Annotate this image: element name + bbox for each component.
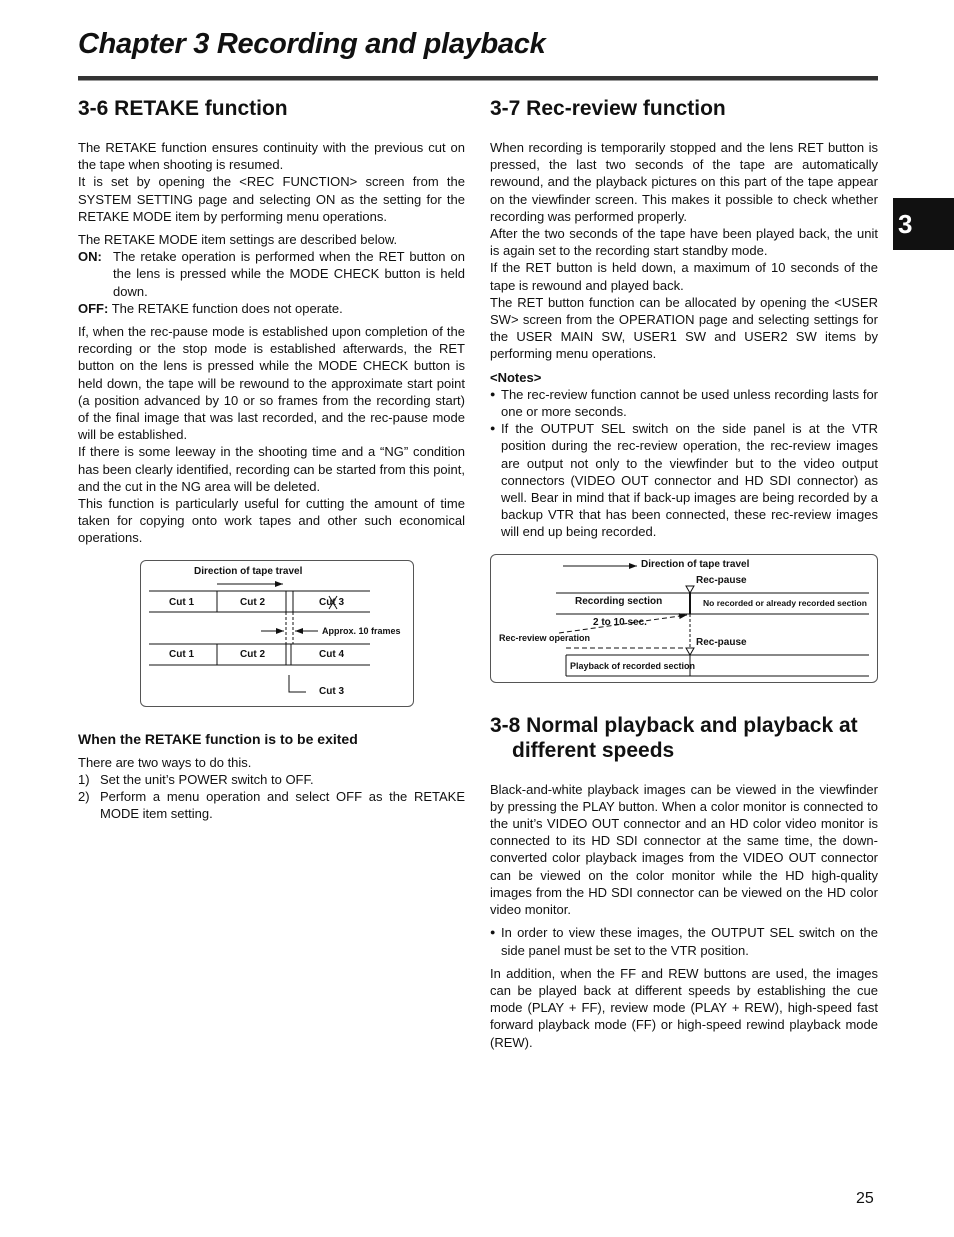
page-number: 25 <box>856 1190 874 1207</box>
recording-section-label: Recording section <box>575 595 663 607</box>
bullet-icon: ● <box>490 388 496 399</box>
note-text: If the OUTPUT SEL switch on the side panel is at the VTR position during the rec-review operation, the rec-review images are output not only to the viewfinder but to the video output connectors (VIDEO OUT connector and HD SDI connector) as well. Bear in mind that if back-up images are being recorded by a backup VTR that has been connected, these rec-review images will end up being recorded. <box>501 421 878 540</box>
rec-review-diagram <box>490 554 878 683</box>
note-item <box>490 420 878 540</box>
paragraph: The RETAKE MODE item settings are described below. <box>78 232 398 248</box>
paragraph: If the RET button is held down, a maximum of 10 seconds of the tape is rewound and played back. <box>490 260 878 293</box>
paragraph: The RET button function can be allocated by opening the <USER SW> screen from the OPERATION page and selecting settings for the USER MAIN SW, USER1 SW and USER2 SW items by performing menu operations. <box>490 294 878 362</box>
cut-label: Cut 3 <box>319 596 344 608</box>
heading-line: different speeds <box>512 738 675 762</box>
diagram-direction-label: Direction of tape travel <box>194 565 303 577</box>
cut-label: Cut 1 <box>169 648 194 660</box>
chapter-tab: 3 <box>893 198 954 250</box>
paragraph: After the two seconds of the tape have been played back, the unit is again set to the recording start standby mode. <box>490 226 878 259</box>
right-column <box>490 96 878 1051</box>
note-text: In order to view these images, the OUTPUT SEL switch on the side panel must be set to the VTR position. <box>501 925 878 958</box>
playback-section-label: Playback of recorded section <box>570 660 696 671</box>
paragraph: When recording is temporarily stopped and the lens RET button is pressed, the last two seconds of the tape are automatically rewound, and the playback pictures on this part of the tape appear on the viewfinder screen. This makes it possible to check whether recording was performed properly. <box>490 140 878 224</box>
duration-label: 2 to 10 sec. <box>593 616 647 628</box>
list-item <box>78 788 465 822</box>
notes-heading: <Notes> <box>490 369 542 385</box>
list-item <box>78 771 465 788</box>
bullet-icon: ● <box>490 927 496 938</box>
section-heading-3-8 <box>490 713 878 763</box>
list-text: Set the unit’s POWER switch to OFF. <box>100 772 314 788</box>
list-number: 2) <box>78 789 90 805</box>
rec-pause-label: Rec-pause <box>696 574 747 586</box>
setting-term: ON: <box>78 249 102 265</box>
cut-label: Cut 2 <box>240 596 265 608</box>
no-recorded-section-label: No recorded or already recorded section <box>703 597 867 608</box>
setting-on <box>78 248 465 300</box>
setting-description: The retake operation is performed when the RET button on the lens is pressed while the MODE CHECK button is held down. <box>113 249 465 299</box>
paragraph: There are two ways to do this. <box>78 754 252 770</box>
bullet-icon: ● <box>490 423 496 434</box>
paragraph: Black-and-white playback images can be viewed in the viewfinder by pressing the PLAY button. When a color monitor is connected to the unit’s VIDEO OUT connector and an HD color video monitor is connected to its HD SDI connector at the same time, the down-converted color playback images from the VIDEO OUT connector can be viewed on the color monitor while the HD high-quality images from the HD SDI connector can be viewed on the HD color video monitor. <box>490 781 878 918</box>
section-heading-3-7: 3-7 Rec-review function <box>490 97 726 120</box>
approx-frames-label: Approx. 10 frames <box>322 625 401 636</box>
cut-label: Cut 2 <box>240 648 265 660</box>
paragraph: This function is particularly useful for cutting the amount of time taken for copying onto work tapes and other such economical operations. <box>78 496 465 546</box>
note-text: The rec-review function cannot be used unless recording lasts for one or more seconds. <box>501 386 878 420</box>
list-text: Perform a menu operation and select OFF as the RETAKE MODE item setting. <box>100 789 465 822</box>
chapter-title: Chapter 3 Recording and playback <box>78 28 546 60</box>
cut-label: Cut 4 <box>319 648 344 660</box>
note-item <box>490 924 878 958</box>
cut-label: Cut 1 <box>169 596 194 608</box>
cut-label: Cut 3 <box>319 685 344 697</box>
heading-line: 3-8 Normal playback and playback at <box>490 713 858 737</box>
paragraph: If there is some leeway in the shooting time and a “NG” condition has been clearly identified, recording can be started from this point, and the cut in the NG area will be deleted. <box>78 444 465 494</box>
retake-diagram <box>140 560 414 707</box>
exit-heading: When the RETAKE function is to be exited <box>78 730 358 747</box>
diagram-direction-label: Direction of tape travel <box>641 558 750 570</box>
paragraph: The RETAKE function ensures continuity with the previous cut on the tape when shooting is resumed. <box>78 140 465 173</box>
setting-term: OFF: <box>78 300 109 316</box>
left-column <box>78 96 465 823</box>
setting-off <box>78 300 465 317</box>
paragraph: It is set by opening the <REC FUNCTION> screen from the SYSTEM SETTING page and selecting ON as the setting for the RETAKE MODE item by performing menu operations. <box>78 174 465 224</box>
rec-pause-label: Rec-pause <box>696 636 747 648</box>
note-item <box>490 386 878 420</box>
section-heading-3-6: 3-6 RETAKE function <box>78 97 288 120</box>
list-number: 1) <box>78 772 90 788</box>
paragraph: If, when the rec-pause mode is established upon completion of the recording or the stop mode is established afterwards, the RET button on the lens is pressed while the MODE CHECK button is held down, the tape will be rewound to the approximate start point (a position advanced by 10 or so frames from the recording start) of the final image that was last recorded, and the rec-pause mode will be established. <box>78 324 465 443</box>
paragraph: In addition, when the FF and REW buttons are used, the images can be played back at different speeds by establishing the cue mode (PLAY + FF), review mode (PLAY + REW), high-speed fast forward playback mode (FF) or high-speed rewind playback mode (REW). <box>490 965 878 1050</box>
chapter-rule <box>78 76 878 81</box>
setting-description: The RETAKE function does not operate. <box>111 300 343 316</box>
rec-review-operation-label: Rec-review operation <box>499 632 591 643</box>
